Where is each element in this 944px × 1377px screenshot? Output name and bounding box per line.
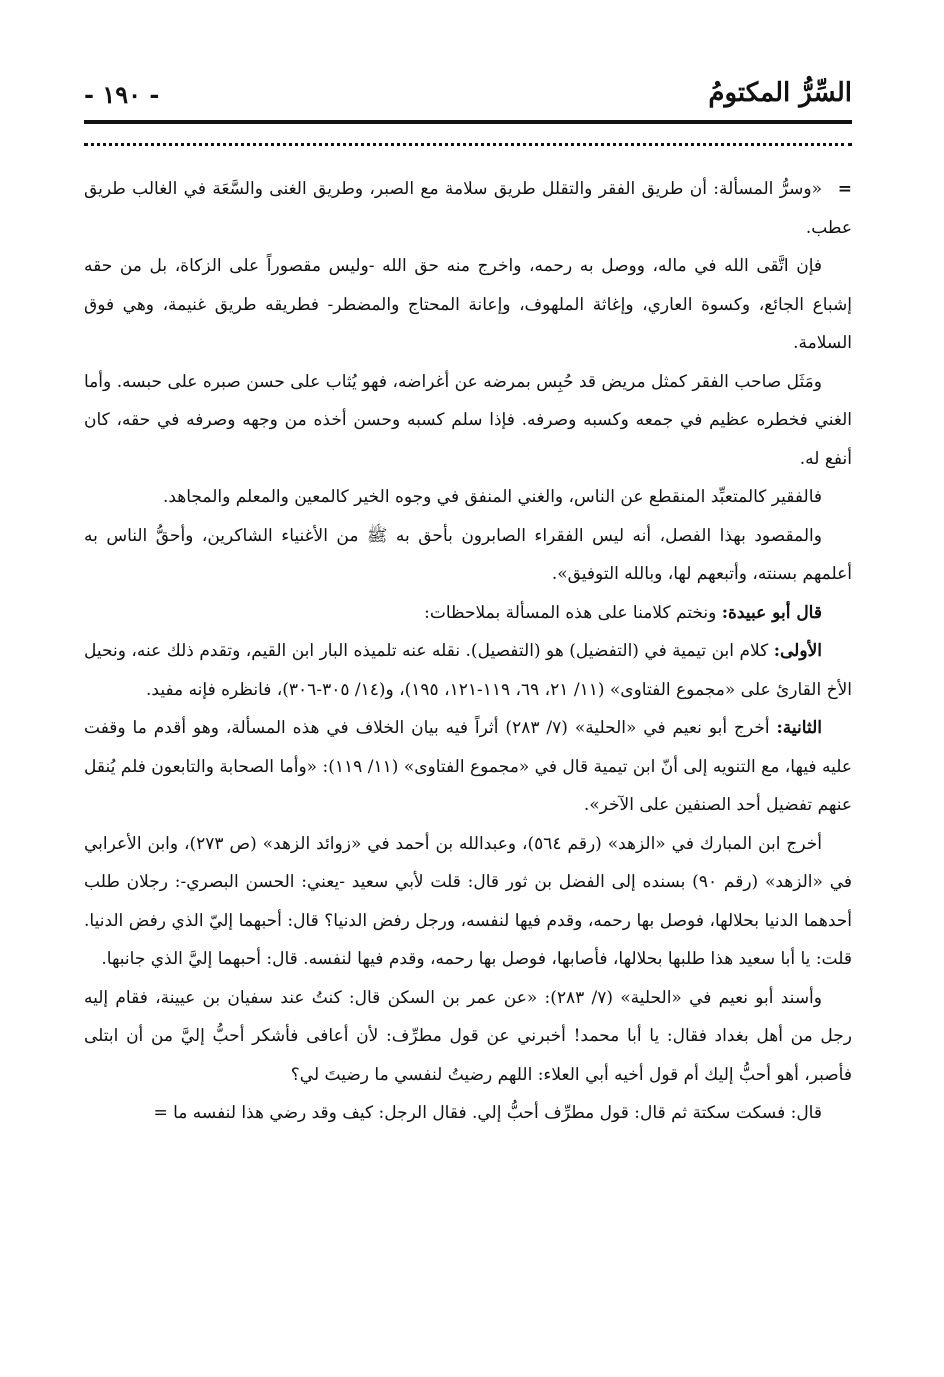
paragraph-text: وأسند أبو نعيم في «الحلية» (٧/ ٢٨٣): «عن عمر بن السكن قال: كنتُ عند سفيان بن عيينة، فقام إليه رجل من أهل بغداد فقال: يا أبا محمد! أخبرني عن قول مطرِّف: لأن أعافى فأشكر أحبُّ إليَّ من أن ابتلى فأصبر، أهو أحبُّ إليك أم قول أخيه أبي العلاء: اللهم رضيتُ لنفسي ما رضيتَ لي؟ (84, 987, 852, 1085)
header-rule (84, 120, 852, 124)
paragraph-text: فإن اتَّقى الله في ماله، ووصل به رحمه، واخرج منه حق الله -وليس مقصوراً على الزكاة، بل من حقه إشباع الجائع، وكسوة العاري، وإغاثة الملهوف، وإعانة المحتاج والمضطر- فطريقه طريق غنيمة، وهي فوق السلامة. (84, 256, 852, 353)
paragraph (84, 363, 852, 479)
paragraph (84, 632, 852, 709)
paragraph (84, 247, 852, 363)
paragraph-text: أخرج أبو نعيم في «الحلية» (٧/ ٢٨٣) أثراً فيه بيان الخلاف في هذه المسألة، وهو أقدم ما وقفت عليه فيها، مع التنويه إلى أنّ ابن تيمية قال في «مجموع الفتاوى» (١١/ ١١٩): «وأما الصحابة والتابعون فلم يُنقل عنهم تفضيل أحد الصنفين على الآخر». (84, 718, 852, 815)
paragraph (84, 594, 852, 633)
paragraph (84, 709, 852, 825)
page-header (84, 72, 852, 120)
paragraph-text: أخرج ابن المبارك في «الزهد» (رقم ٥٦٤)، وعبدالله بن أحمد في «زوائد الزهد» (ص ٢٧٣)، وابن الأعرابي في «الزهد» (رقم ٩٠) بسنده إلى الفضل بن ثور قال: قلت لأبي سعيد -يعني: الحسن البصري-: رجلان طلب أحدهما الدنيا بحلالها، فوصل بها رحمه، وقدم فيها لنفسه، ورجل رفض الدنيا؟ قال: أحبهما إليّ الذي رفض الدنيا. قلت: يا أبا سعيد هذا طلبها بحلالها، فأصابها، فوصل بها رحمه، وقدم فيها لنفسه. قال: أحبهما إليَّ الذي جانبها. (84, 833, 853, 969)
running-title: السِّرُّ المكتومُ (708, 78, 852, 108)
paragraph-text: كلام ابن تيمية في (التفضيل) هو (التفصيل). نقله عنه تلميذه البار ابن القيم، وتقدم ذلك عنه، ونحيل الأخ القارئ على «مجموع الفتاوى» (١١/ ٢١، ٦٩، ١١٩-١٢١، ١٩٥)، و(١٤/ ٣٠٥-٣٠٦)، فانظره فإنه مفيد. (84, 641, 852, 700)
paragraph-lead: الأولى: (773, 641, 822, 661)
paragraph (84, 979, 852, 1095)
paragraph-lead: الثانية: (776, 718, 822, 738)
paragraph (84, 825, 852, 979)
paragraph-text: قال: فسكت سكتة ثم قال: قول مطرِّف أحبُّ إلي. فقال الرجل: كيف وقد رضي هذا لنفسه ما = (153, 1103, 822, 1123)
body-text (84, 170, 852, 1133)
paragraph-text: «وسرُّ المسألة: أن طريق الفقر والتقلل طريق سلامة مع الصبر، وطريق الغنى والسَّعَة في الغالب طريق عطب. (84, 179, 852, 238)
paragraph (84, 1094, 852, 1133)
paragraph-text: فالفقير كالمتعبِّد المنقطع عن الناس، والغني المنفق في وجوه الخير كالمعين والمعلم والمجاهد. (162, 487, 822, 507)
paragraph-text: والمقصود بهذا الفصل، أنه ليس الفقراء الصابرون بأحق به ﷺ من الأغنياء الشاكرين، وأحقُّ الناس به أعلمهم بسنته، وأتبعهم لها، وبالله التوفيق». (84, 525, 852, 584)
paragraph (84, 517, 852, 594)
paragraph-lead: قال أبو عبيدة: (721, 602, 822, 623)
paragraph (84, 478, 852, 517)
continuation-marker: = (837, 179, 852, 199)
page-number: - ١٩٠ - (84, 80, 160, 109)
paragraph-text: ونختم كلامنا على هذه المسألة بملاحظات: (424, 602, 717, 623)
dotted-divider (84, 143, 852, 146)
paragraph-text: ومَثَل صاحب الفقر كمثل مريض قد حُبِس بمرضه عن أغراضه، فهو يُثاب على حسن صبره على حبسه. وأما الغني فخطره عظيم في جمعه وكسبه وصرفه. فإذا سلم كسبه وحسن أخذه من وجهه وصرفه في حقه، كان أنفع له. (84, 371, 852, 469)
paragraph (84, 170, 852, 247)
